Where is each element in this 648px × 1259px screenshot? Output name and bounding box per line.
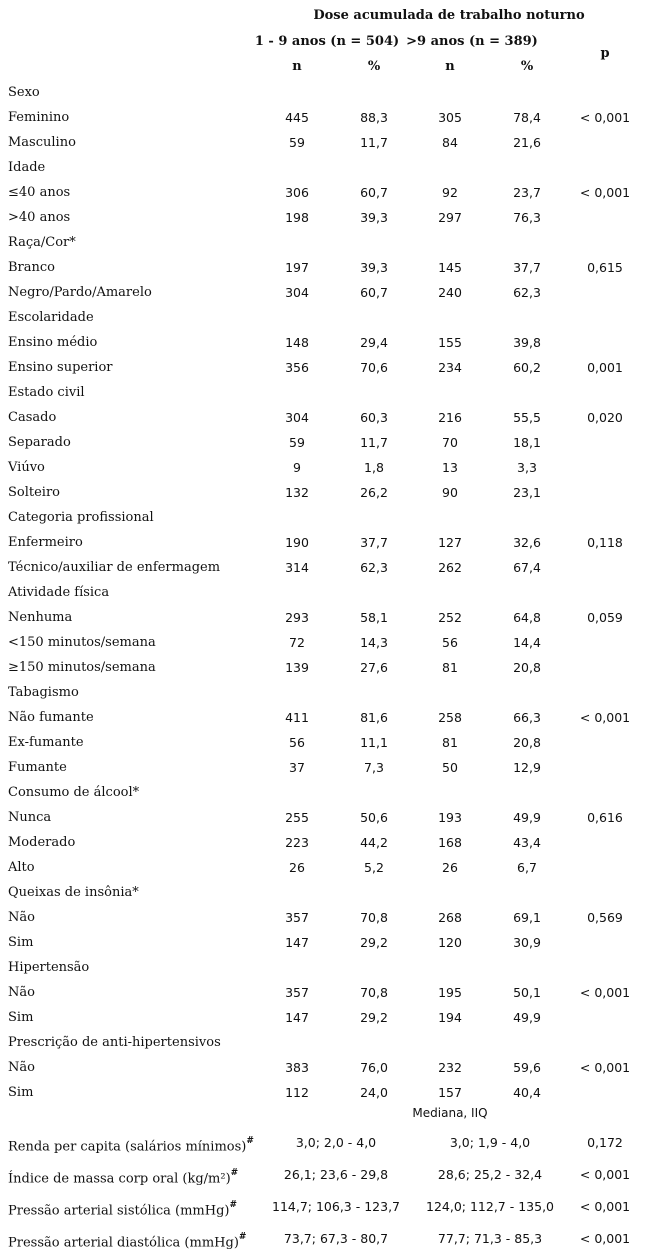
cell-pct-group1: 11,7 [360, 435, 388, 450]
cell-n-group1: 147 [285, 935, 309, 950]
cell-n-group2: 145 [438, 260, 462, 275]
cell-p-value: 0,172 [587, 1135, 623, 1150]
cell-n-group2: 70 [442, 435, 458, 450]
cell-p-value: < 0,001 [579, 1167, 631, 1182]
table-row [0, 905, 648, 930]
cell-pct-group2: 39,8 [513, 335, 541, 350]
cell-pct-group2: 18,1 [513, 435, 541, 450]
cell-p-value: < 0,001 [579, 985, 631, 1000]
row-label: Solteiro [8, 485, 61, 500]
cell-pct-group2: 62,3 [513, 285, 541, 300]
cell-pct-group1: 70,6 [360, 360, 388, 375]
table-row [0, 730, 648, 755]
table-row [0, 805, 648, 830]
col-p-header: p [600, 46, 610, 61]
cell-pct-group1: 14,3 [360, 635, 388, 650]
section-header-row [0, 80, 648, 105]
cell-n-group1: 357 [285, 910, 309, 925]
cell-p-value: 0,059 [587, 610, 623, 625]
cell-pct-group1: 62,3 [360, 560, 388, 575]
row-label: Ex-fumante [8, 735, 84, 750]
cell-n-group1: 59 [289, 435, 305, 450]
cell-n-group1: 59 [289, 135, 305, 150]
cell-median-group1: 114,7; 106,3 - 123,7 [272, 1199, 400, 1214]
cell-pct-group2: 60,2 [513, 360, 541, 375]
row-label: Fumante [8, 760, 67, 775]
row-label: Alto [8, 860, 35, 875]
cell-pct-group2: 23,1 [513, 485, 541, 500]
col-pct2-header: % [520, 59, 534, 74]
table-row [0, 280, 648, 305]
cell-pct-group2: 23,7 [513, 185, 541, 200]
cell-n-group2: 81 [442, 735, 458, 750]
group-2-header: >9 anos (n = 389) [406, 34, 538, 49]
cell-pct-group2: 66,3 [513, 710, 541, 725]
cell-n-group2: 56 [442, 635, 458, 650]
row-label: Não [8, 1060, 35, 1075]
row-label: Pressão arterial sistólica (mmHg)# [8, 1200, 238, 1219]
section-header-row [0, 955, 648, 980]
cell-pct-group2: 43,4 [513, 835, 541, 850]
cell-pct-group2: 21,6 [513, 135, 541, 150]
cell-n-group1: 26 [289, 860, 305, 875]
cell-pct-group1: 29,4 [360, 335, 388, 350]
row-label: Feminino [8, 110, 70, 125]
cell-pct-group2: 12,9 [513, 760, 541, 775]
section-header-row [0, 780, 648, 805]
section-header-row [0, 380, 648, 405]
cell-n-group2: 258 [438, 710, 462, 725]
section-label: Escolaridade [8, 310, 94, 325]
row-label: Nenhuma [8, 610, 73, 625]
cell-n-group1: 112 [285, 1085, 309, 1100]
median-row [0, 1223, 648, 1255]
cell-pct-group1: 76,0 [360, 1060, 388, 1075]
cell-n-group1: 383 [285, 1060, 309, 1075]
cell-pct-group1: 50,6 [360, 810, 388, 825]
cell-n-group2: 268 [438, 910, 462, 925]
section-header-row [0, 305, 648, 330]
table-row [0, 530, 648, 555]
cell-pct-group2: 78,4 [513, 110, 541, 125]
table-title: Dose acumulada de trabalho noturno [313, 8, 585, 23]
cell-pct-group2: 55,5 [513, 410, 541, 425]
footnote-marker: # [238, 1232, 247, 1242]
cell-median-group2: 124,0; 112,7 - 135,0 [426, 1199, 554, 1214]
table-row [0, 930, 648, 955]
row-label: Casado [8, 410, 57, 425]
cell-pct-group2: 50,1 [513, 985, 541, 1000]
cell-pct-group1: 11,1 [360, 735, 388, 750]
cell-pct-group1: 70,8 [360, 910, 388, 925]
cell-n-group1: 147 [285, 1010, 309, 1025]
table-row [0, 1080, 648, 1105]
cell-p-value: 0,020 [587, 410, 623, 425]
table-row [0, 830, 648, 855]
cell-n-group2: 13 [442, 460, 458, 475]
table-row [0, 205, 648, 230]
cell-n-group1: 197 [285, 260, 309, 275]
cell-n-group1: 139 [285, 660, 309, 675]
table-row [0, 480, 648, 505]
cell-n-group2: 92 [442, 185, 458, 200]
table-row [0, 755, 648, 780]
median-row [0, 1191, 648, 1223]
cell-p-value: < 0,001 [579, 1231, 631, 1246]
section-header-row [0, 580, 648, 605]
cell-pct-group1: 70,8 [360, 985, 388, 1000]
section-label: Categoria profissional [8, 510, 154, 525]
table-row [0, 455, 648, 480]
cell-pct-group1: 44,2 [360, 835, 388, 850]
cell-p-value: 0,616 [587, 810, 623, 825]
cell-n-group2: 157 [438, 1085, 462, 1100]
row-label: Técnico/auxiliar de enfermagem [8, 560, 221, 575]
col-pct1-header: % [367, 59, 381, 74]
cell-pct-group2: 20,8 [513, 660, 541, 675]
cell-pct-group1: 24,0 [360, 1085, 388, 1100]
cell-n-group1: 72 [289, 635, 305, 650]
cell-median-group2: 77,7; 71,3 - 85,3 [437, 1231, 543, 1246]
cell-n-group2: 26 [442, 860, 458, 875]
cell-median-group1: 26,1; 23,6 - 29,8 [283, 1167, 389, 1182]
cell-pct-group1: 88,3 [360, 110, 388, 125]
row-label: Sim [8, 935, 34, 950]
group-1-header: 1 - 9 anos (n = 504) [254, 34, 400, 49]
cell-pct-group1: 60,7 [360, 185, 388, 200]
section-header-row [0, 505, 648, 530]
median-row [0, 1127, 648, 1159]
cell-pct-group1: 1,8 [364, 460, 384, 475]
cell-pct-group1: 60,7 [360, 285, 388, 300]
cell-pct-group1: 39,3 [360, 210, 388, 225]
cell-n-group2: 305 [438, 110, 462, 125]
cell-n-group1: 37 [289, 760, 305, 775]
table-row [0, 180, 648, 205]
cell-pct-group1: 27,6 [360, 660, 388, 675]
cell-n-group1: 223 [285, 835, 309, 850]
footnote-marker: # [230, 1168, 239, 1178]
cell-pct-group2: 20,8 [513, 735, 541, 750]
table-row [0, 855, 648, 880]
cell-pct-group2: 59,6 [513, 1060, 541, 1075]
cell-pct-group1: 7,3 [364, 760, 384, 775]
cell-pct-group1: 81,6 [360, 710, 388, 725]
table-row [0, 655, 648, 680]
row-label: <150 minutos/semana [8, 635, 156, 650]
table-row [0, 255, 648, 280]
cell-n-group1: 148 [285, 335, 309, 350]
cell-n-group2: 297 [438, 210, 462, 225]
cell-p-value: < 0,001 [579, 710, 631, 725]
cell-n-group1: 9 [293, 460, 301, 475]
section-label: Tabagismo [8, 685, 79, 700]
row-label: Ensino superior [8, 360, 113, 375]
cell-n-group1: 190 [285, 535, 309, 550]
section-header-row [0, 880, 648, 905]
cell-pct-group2: 49,9 [513, 810, 541, 825]
section-label: Prescrição de anti-hipertensivos [8, 1035, 221, 1050]
cell-pct-group2: 67,4 [513, 560, 541, 575]
cell-n-group1: 293 [285, 610, 309, 625]
row-label: Índice de massa corp oral (kg/m²)# [8, 1168, 239, 1187]
cell-n-group1: 306 [285, 185, 309, 200]
cell-pct-group1: 29,2 [360, 935, 388, 950]
median-iiq-header: Mediana, IIQ [412, 1106, 488, 1120]
cell-n-group2: 155 [438, 335, 462, 350]
cell-median-group1: 3,0; 2,0 - 4,0 [295, 1135, 377, 1150]
cell-n-group2: 194 [438, 1010, 462, 1025]
cell-n-group2: 252 [438, 610, 462, 625]
cell-pct-group2: 14,4 [513, 635, 541, 650]
cell-pct-group1: 26,2 [360, 485, 388, 500]
cell-pct-group2: 69,1 [513, 910, 541, 925]
section-label: Consumo de álcool* [8, 785, 140, 800]
cell-pct-group2: 49,9 [513, 1010, 541, 1025]
table-row [0, 105, 648, 130]
row-label: ≥150 minutos/semana [8, 660, 156, 675]
row-label: Não fumante [8, 710, 94, 725]
row-label: Renda per capita (salários mínimos)# [8, 1136, 254, 1155]
row-label: >40 anos [8, 210, 71, 225]
section-label: Raça/Cor* [8, 235, 76, 250]
cell-median-group2: 3,0; 1,9 - 4,0 [449, 1135, 531, 1150]
cell-p-value: < 0,001 [579, 1199, 631, 1214]
row-label: Masculino [8, 135, 76, 150]
cell-median-group1: 73,7; 67,3 - 80,7 [283, 1231, 389, 1246]
section-header-row [0, 230, 648, 255]
cell-p-value: 0,569 [587, 910, 623, 925]
cell-n-group1: 255 [285, 810, 309, 825]
cell-pct-group1: 60,3 [360, 410, 388, 425]
section-label: Idade [8, 160, 46, 175]
table-row [0, 405, 648, 430]
row-label: Não [8, 985, 35, 1000]
table-row [0, 130, 648, 155]
cell-n-group1: 132 [285, 485, 309, 500]
table-row [0, 980, 648, 1005]
cell-pct-group2: 3,3 [517, 460, 537, 475]
section-header-row [0, 155, 648, 180]
cell-n-group2: 168 [438, 835, 462, 850]
section-label: Sexo [8, 85, 40, 100]
row-label: Separado [8, 435, 71, 450]
cell-n-group1: 356 [285, 360, 309, 375]
cell-n-group2: 262 [438, 560, 462, 575]
cell-p-value: 0,001 [587, 360, 623, 375]
cell-n-group2: 84 [442, 135, 458, 150]
cell-n-group1: 411 [285, 710, 309, 725]
table-row [0, 430, 648, 455]
cell-n-group1: 314 [285, 560, 309, 575]
cell-pct-group1: 58,1 [360, 610, 388, 625]
row-label: Moderado [8, 835, 76, 850]
cell-pct-group1: 37,7 [360, 535, 388, 550]
cell-pct-group2: 37,7 [513, 260, 541, 275]
median-row [0, 1159, 648, 1191]
col-n1-header: n [292, 59, 302, 74]
cell-pct-group2: 30,9 [513, 935, 541, 950]
row-label: Não [8, 910, 35, 925]
cell-n-group2: 232 [438, 1060, 462, 1075]
cell-n-group1: 56 [289, 735, 305, 750]
table-row [0, 555, 648, 580]
row-label: Enfermeiro [8, 535, 83, 550]
table-row [0, 355, 648, 380]
cell-p-value: < 0,001 [579, 185, 631, 200]
table-row [0, 605, 648, 630]
footnote-marker: # [229, 1200, 238, 1210]
table-row [0, 1005, 648, 1030]
section-label: Queixas de insônia* [8, 885, 139, 900]
cell-pct-group2: 6,7 [517, 860, 537, 875]
cell-pct-group2: 40,4 [513, 1085, 541, 1100]
cell-median-group2: 28,6; 25,2 - 32,4 [437, 1167, 543, 1182]
row-label: Ensino médio [8, 335, 98, 350]
section-label: Estado civil [8, 385, 85, 400]
footnote-marker: # [246, 1136, 254, 1146]
col-n2-header: n [445, 59, 455, 74]
row-label: Sim [8, 1010, 34, 1025]
row-label: ≤40 anos [8, 185, 71, 200]
cell-n-group2: 81 [442, 660, 458, 675]
section-header-row [0, 680, 648, 705]
row-label: Viúvo [8, 460, 45, 475]
cell-pct-group2: 64,8 [513, 610, 541, 625]
row-label: Pressão arterial diastólica (mmHg)# [8, 1232, 247, 1251]
cell-p-value: < 0,001 [579, 1060, 631, 1075]
section-label: Atividade física [8, 585, 110, 600]
cell-p-value: 0,615 [587, 260, 623, 275]
cell-n-group1: 198 [285, 210, 309, 225]
cell-n-group2: 195 [438, 985, 462, 1000]
row-label: Sim [8, 1085, 34, 1100]
cell-n-group2: 216 [438, 410, 462, 425]
cell-pct-group1: 39,3 [360, 260, 388, 275]
cell-n-group1: 304 [285, 410, 309, 425]
cell-p-value: 0,118 [587, 535, 623, 550]
cell-n-group1: 304 [285, 285, 309, 300]
cell-n-group2: 193 [438, 810, 462, 825]
cell-pct-group2: 76,3 [513, 210, 541, 225]
cell-pct-group1: 29,2 [360, 1010, 388, 1025]
cell-n-group2: 120 [438, 935, 462, 950]
cell-pct-group2: 32,6 [513, 535, 541, 550]
table-row [0, 705, 648, 730]
row-label: Negro/Pardo/Amarelo [8, 285, 152, 300]
table-row [0, 1055, 648, 1080]
cell-n-group2: 90 [442, 485, 458, 500]
row-label: Nunca [8, 810, 52, 825]
cell-n-group1: 357 [285, 985, 309, 1000]
section-header-row [0, 1030, 648, 1055]
cell-pct-group1: 11,7 [360, 135, 388, 150]
cell-n-group2: 240 [438, 285, 462, 300]
row-label: Branco [8, 260, 55, 275]
cell-n-group2: 234 [438, 360, 462, 375]
cell-n-group2: 50 [442, 760, 458, 775]
table-row [0, 330, 648, 355]
cell-pct-group1: 5,2 [364, 860, 384, 875]
cell-n-group2: 127 [438, 535, 462, 550]
section-label: Hipertensão [8, 960, 90, 975]
cell-n-group1: 445 [285, 110, 309, 125]
table-row [0, 630, 648, 655]
cell-p-value: < 0,001 [579, 110, 631, 125]
